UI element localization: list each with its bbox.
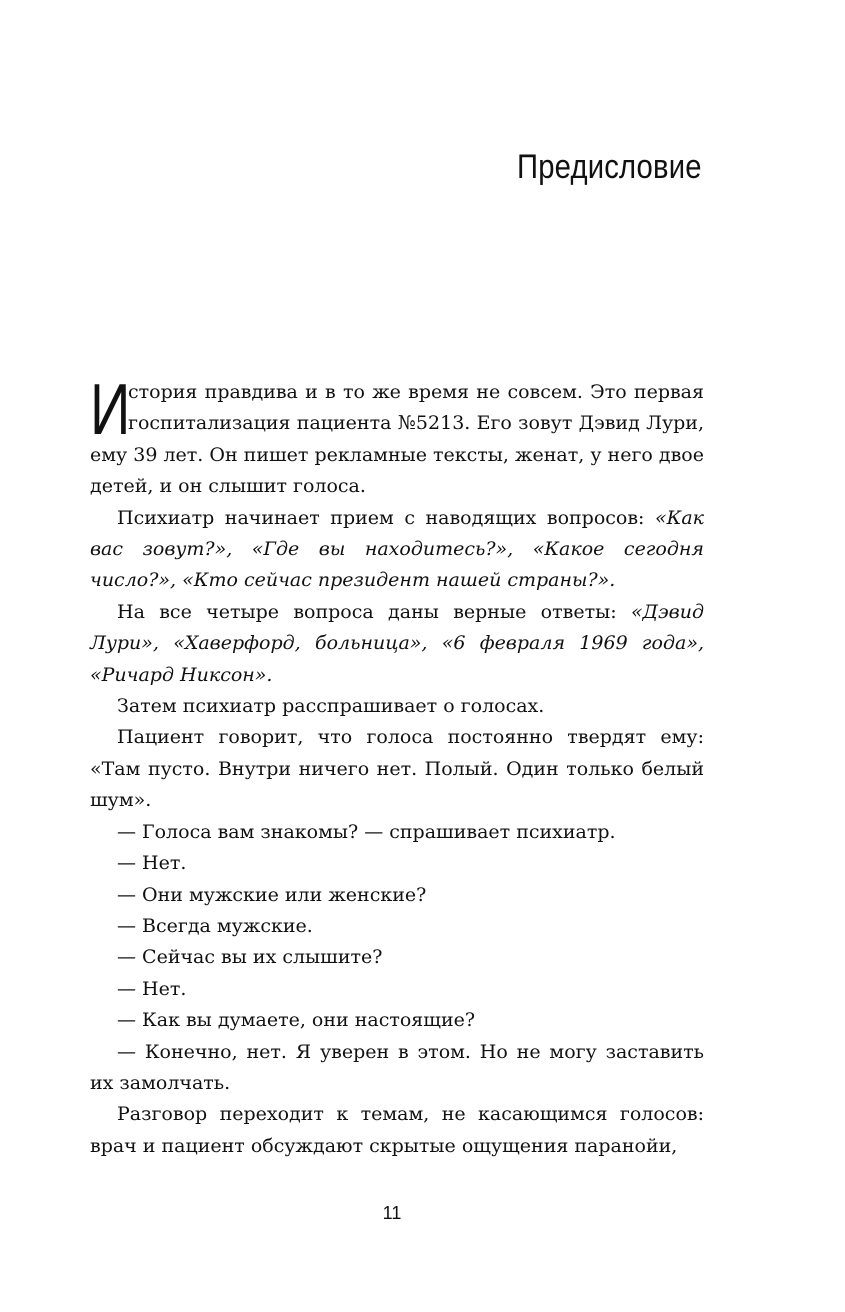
dialogue-line-6: — Нет. [117, 977, 187, 1000]
paragraph-2-questions: «Как вас зовут?», «Где вы находитесь?», «Какое сегодня число?», «Кто сейчас президент нашей страны?». [90, 506, 704, 592]
paragraph-1 [90, 370, 704, 503]
dialogue-line-7: — Как вы думаете, они настоящие? [117, 1009, 476, 1032]
paragraph-5: Пациент говорит, что голоса постоянно твердят ему: «Там пусто. Внутри ничего нет. Полый. Один только белый шум». [90, 726, 704, 812]
page-number: 11 [382, 1203, 402, 1223]
dialogue-line-1: — Голоса вам знакомы? — спрашивает психиатр. [117, 820, 616, 843]
paragraph-3-answers: «Дэвид Лури», «Хаверфорд, больница», «6 февраля 1969 года», «Ричард Никсон». [90, 600, 704, 686]
dialogue-line-3: — Они мужские или женские? [117, 883, 427, 906]
chapter-title: Предисловие [517, 148, 702, 186]
drop-cap: И [90, 370, 131, 450]
paragraph-2-intro: Психиатр начинает прием с наводящих вопросов: [117, 506, 655, 529]
dialogue-line-8: — Конечно, нет. Я уверен в этом. Но не могу заставить их замолчать. [90, 1040, 704, 1094]
paragraph-3-intro: На все четыре вопроса даны верные ответы: [117, 600, 631, 623]
paragraph-2 [90, 503, 704, 597]
paragraph-3 [90, 597, 704, 691]
paragraph-4: Затем психиатр расспрашивает о голосах. [117, 695, 545, 718]
dialogue-line-2: — Нет. [117, 852, 187, 875]
dialogue-line-4: — Всегда мужские. [117, 914, 313, 937]
dialogue-line-5: — Сейчас вы их слышите? [117, 946, 383, 969]
paragraph-6: Разговор переходит к темам, не касающимся голосов: врач и пациент обсуждают скрытые ощущения паранойи, [90, 1103, 704, 1157]
body-text [90, 370, 704, 1162]
paragraph-1-text: стория правдива и в то же время не совсем. Это первая госпитализация пациента №5213. Его зовут Дэвид Лури, ему 39 лет. Он пишет рекламные тексты, женат, у него двое детей, и он слышит голоса. [90, 381, 704, 498]
